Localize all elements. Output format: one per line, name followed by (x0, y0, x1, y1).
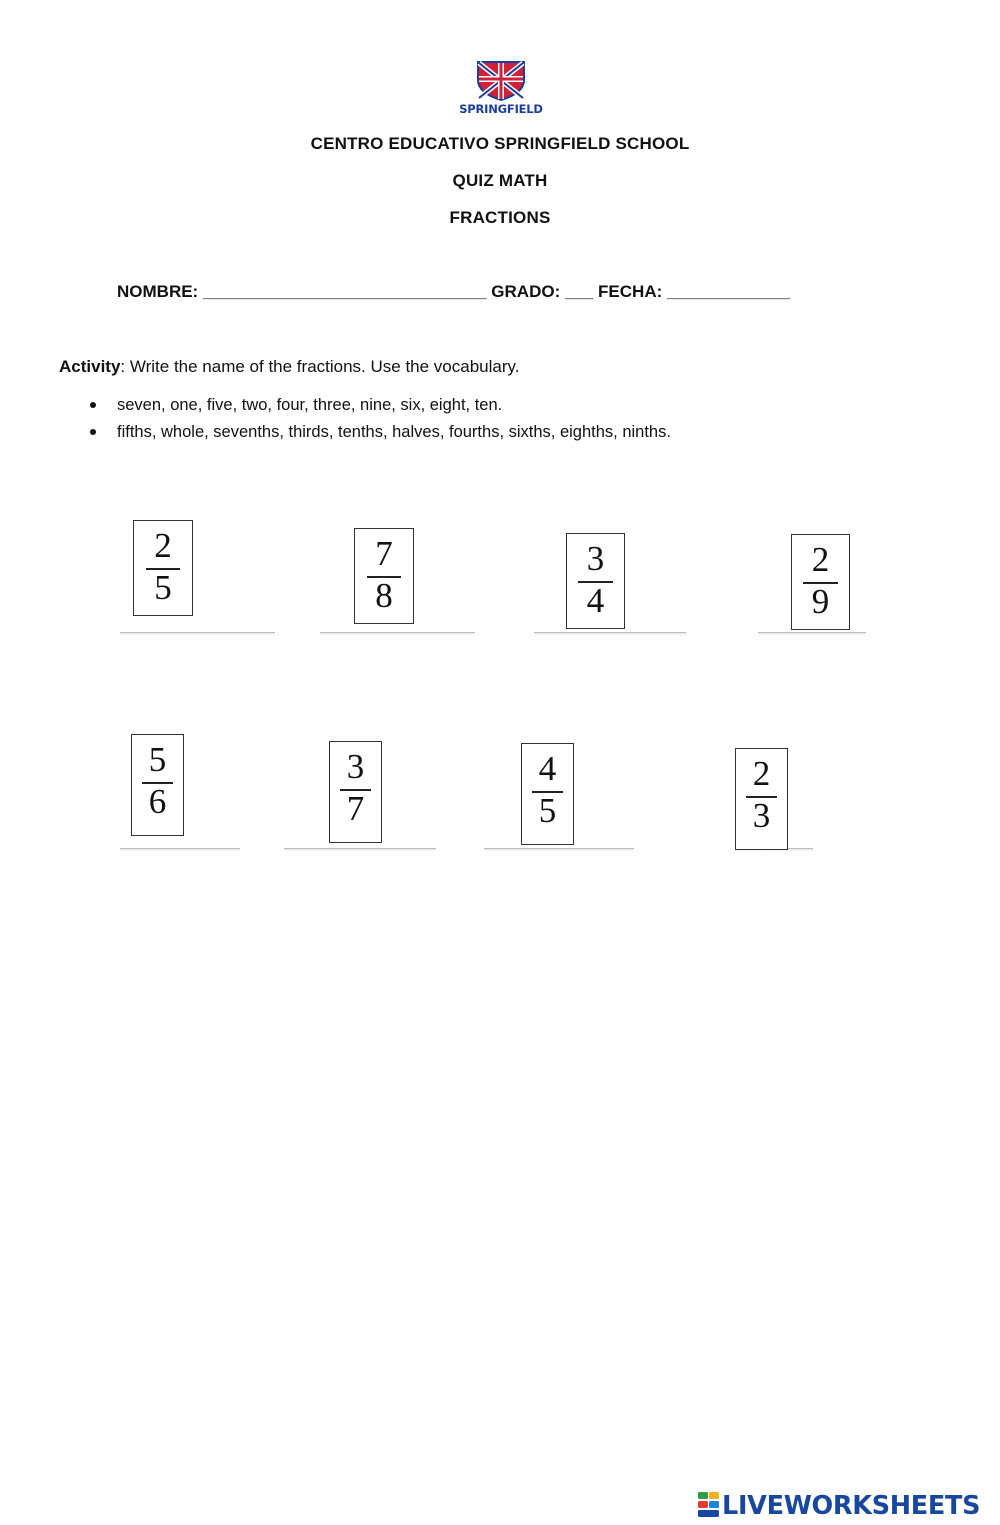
liveworksheets-wordmark: LIVEWORKSHEETS (722, 1491, 981, 1521)
denominator: 7 (346, 789, 365, 828)
school-logo (455, 58, 547, 120)
activity-instructions (59, 357, 519, 377)
activity-text: : Write the name of the fractions. Use the vocabulary. (120, 357, 520, 376)
fraction-card (566, 533, 625, 629)
answer-field-4[interactable] (758, 632, 866, 636)
fraction-card (791, 534, 850, 630)
fraction-card (329, 741, 382, 843)
answer-field-3[interactable] (534, 632, 686, 636)
answer-field-2[interactable] (320, 632, 475, 636)
fraction-card (133, 520, 193, 616)
student-info-line: NOMBRE: ______________________________ GRADO: ___ FECHA: _____________ (117, 282, 790, 301)
numerator: 3 (586, 539, 605, 578)
activity-label: Activity (59, 357, 121, 376)
numerator: 4 (538, 749, 557, 788)
topic-title: FRACTIONS (449, 208, 551, 227)
shield-icon (455, 58, 547, 102)
answer-field-6[interactable] (284, 848, 436, 852)
denominator: 5 (538, 791, 557, 830)
numerator: 3 (346, 747, 365, 786)
answer-field-5[interactable] (120, 848, 240, 852)
list-item: seven, one, five, two, four, three, nine, six, eight, ten. (90, 395, 671, 422)
list-item: fifths, whole, sevenths, thirds, tenths, halves, fourths, sixths, eighths, ninths. (90, 422, 671, 449)
quiz-title: QUIZ MATH (452, 171, 548, 190)
numerator: 7 (375, 534, 393, 573)
fraction-card (735, 748, 788, 850)
fraction-card (521, 743, 574, 845)
numerator: 5 (148, 740, 167, 779)
answer-field-1[interactable] (120, 632, 275, 636)
liveworksheets-logo-icon (698, 1492, 720, 1518)
fraction-card (354, 528, 414, 624)
fraction-card (131, 734, 184, 836)
denominator: 6 (148, 782, 167, 821)
denominator: 4 (586, 581, 605, 620)
denominator: 5 (154, 568, 172, 607)
numerator: 2 (811, 540, 830, 579)
denominator: 3 (752, 796, 771, 835)
denominator: 9 (811, 582, 830, 621)
school-name: CENTRO EDUCATIVO SPRINGFIELD SCHOOL (310, 134, 690, 153)
denominator: 8 (375, 576, 393, 615)
vocabulary-list (90, 395, 671, 448)
logo-wordmark: SPRINGFIELD (459, 102, 543, 116)
answer-field-7[interactable] (484, 848, 634, 852)
numerator: 2 (752, 754, 771, 793)
numerator: 2 (154, 526, 172, 565)
